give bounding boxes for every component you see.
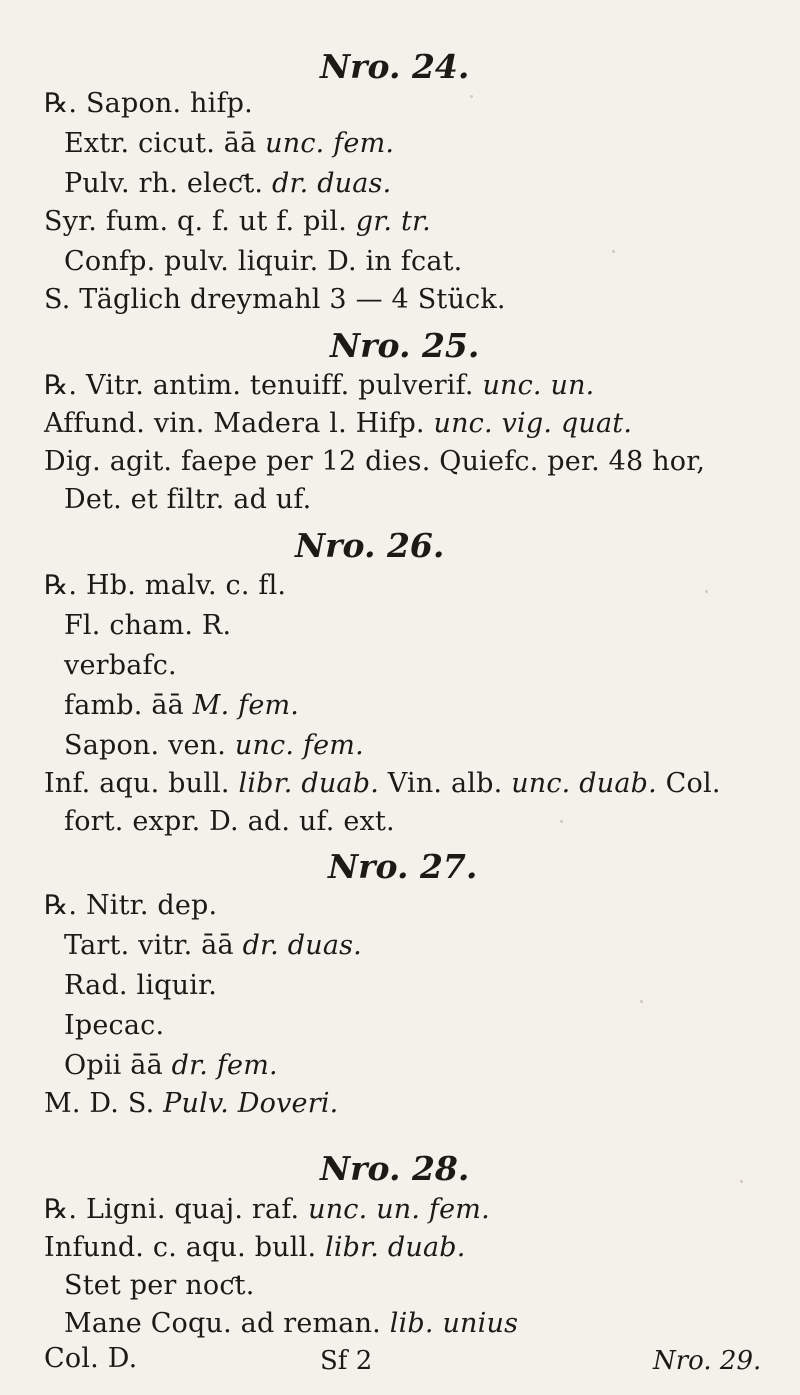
italic-quantity: unc. vig. quat.	[433, 408, 633, 439]
paper-speck	[640, 1000, 643, 1003]
italic-quantity: unc. un.	[482, 370, 595, 401]
recipe-line: Infund. c. aqu. bull. libr. duab.	[44, 1232, 466, 1263]
italic-quantity: libr. duab.	[238, 768, 379, 799]
italic-quantity: unc. un. fem.	[308, 1194, 490, 1225]
recipe-line: Rad. liquir.	[64, 970, 217, 1001]
signature-mark: Sf 2	[320, 1346, 373, 1376]
recipe-line: Pulv. rh. eleƈt. dr. duas.	[64, 168, 392, 199]
recipe-line: Det. et filtr. ad uf.	[64, 484, 312, 515]
recipe-line: Fl. cham. R.	[64, 610, 232, 641]
italic-quantity: Pulv. Doveri.	[163, 1088, 339, 1119]
recipe-line: Mane Coqu. ad reman. lib. unius	[64, 1308, 519, 1339]
recipe-line: Confp. pulv. liquir. D. in fcat.	[64, 246, 463, 277]
catchword: Nro. 29.	[653, 1346, 762, 1376]
recipe-line: Col. D.	[44, 1343, 138, 1374]
recipe-line: ℞. Sapon. hifp.	[44, 88, 253, 119]
recipe-header: Nro. 27.	[328, 847, 478, 886]
recipe-line: Inf. aqu. bull. libr. duab. Vin. alb. unc. duab. Col.	[44, 768, 721, 799]
italic-quantity: dr. fem.	[171, 1050, 278, 1081]
recipe-line: Stet per noƈt.	[64, 1270, 255, 1301]
italic-quantity: M. fem.	[192, 690, 300, 721]
recipe-line: S. Täglich dreymahl 3 — 4 Stück.	[44, 284, 506, 315]
paper-speck	[560, 820, 563, 823]
recipe-line: ℞. Ligni. quaj. raf. unc. un. fem.	[44, 1194, 490, 1225]
recipe-header: Nro. 25.	[330, 326, 480, 365]
recipe-line: ℞. Nitr. dep.	[44, 890, 218, 921]
recipe-header: Nro. 28.	[320, 1149, 470, 1188]
recipe-line: ℞. Hb. malv. c. fl.	[44, 570, 287, 601]
italic-quantity: unc. fem.	[234, 730, 364, 761]
recipe-line: fort. expr. D. ad. uf. ext.	[64, 806, 395, 837]
recipe-line: Dig. agit. faepe per 12 dies. Quiefc. per. 48 hor,	[44, 446, 706, 477]
recipe-line: Ipecac.	[64, 1010, 165, 1041]
italic-quantity: lib. unius	[389, 1308, 519, 1339]
paper-speck	[470, 95, 473, 98]
recipe-line: ℞. Vitr. antim. tenuiff. pulverif. unc. un.	[44, 370, 595, 401]
recipe-header: Nro. 24.	[320, 47, 470, 86]
recipe-header: Nro. 26.	[295, 526, 445, 565]
recipe-line: Affund. vin. Madera l. Hifp. unc. vig. quat.	[44, 408, 633, 439]
italic-quantity: unc. duab.	[511, 768, 657, 799]
italic-quantity: unc. fem.	[265, 128, 395, 159]
italic-quantity: libr. duab.	[325, 1232, 466, 1263]
recipe-line: Sapon. ven. unc. fem.	[64, 730, 364, 761]
recipe-line: Syr. fum. q. f. ut f. pil. gr. tr.	[44, 206, 431, 237]
paper-speck	[740, 1180, 743, 1183]
recipe-line: Opii āā dr. fem.	[64, 1050, 278, 1081]
italic-quantity: dr. duas.	[242, 930, 362, 961]
recipe-line: Tart. vitr. āā dr. duas.	[64, 930, 362, 961]
recipe-line: M. D. S. Pulv. Doveri.	[44, 1088, 339, 1119]
italic-quantity: dr. duas.	[272, 168, 392, 199]
recipe-line: famb. āā M. fem.	[64, 690, 300, 721]
recipe-line: Extr. cicut. āā unc. fem.	[64, 128, 395, 159]
paper-speck	[705, 590, 708, 593]
recipe-line: verbafc.	[64, 650, 177, 681]
italic-quantity: gr. tr.	[355, 206, 431, 237]
paper-speck	[612, 250, 615, 253]
